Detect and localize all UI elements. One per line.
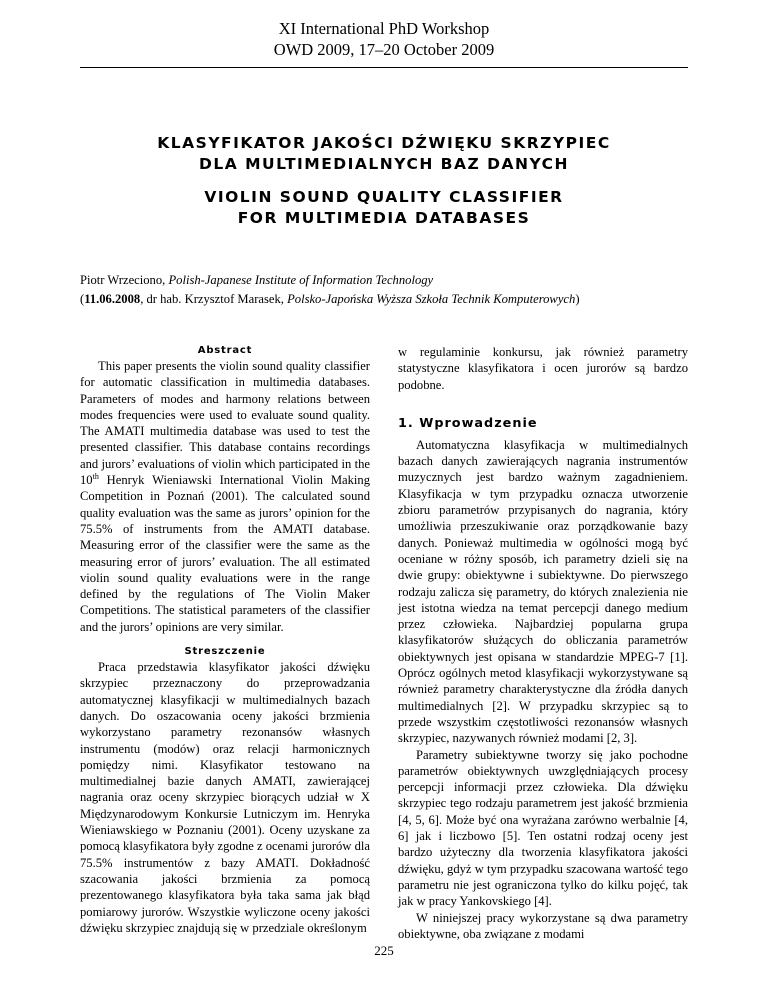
workshop-name: XI International PhD Workshop <box>278 19 490 38</box>
page-number: 225 <box>374 943 394 958</box>
streszczenie-text: Praca przedstawia klasyfikator jakości dźwięku skrzypiec przeznaczony do przeprowadzania automatycznej klasyfikacji w multimedialnych bazach danych. Do oszacowania oceny jakości brzmienia wykorzystano parametry rezonansów własnych instrumentu (modów) oraz relacji harmonicznych pomiędzy nimi. Klasyfikator testowano na multimedialnej bazie danych AMATI, zawierającej nagrania oraz oceny skrzypiec biorących udział w X Międzynarodowym Konkursie Lutniczym im. Henryka Wieniawskiego w Poznaniu (2001). Oceny uzyskane za pomocą klasyfikatora były zgodne z ocenami jurorów dla 75.5% instrumentów z bazy AMATI. Dokładność szacowania jakości brzmienia za pomocą prezentowanego klasyfikatora była taka sama jak błąd pomiarowy jurorów. Wszystkie wyliczone oceny jakości dźwięku skrzypiec znajdują się w przedziale określonym <box>80 660 370 935</box>
open-paren: ( <box>80 292 85 306</box>
submission-date: 11.06.2008 <box>84 292 141 306</box>
workshop-date: OWD 2009, 17–20 October 2009 <box>273 40 495 59</box>
abstract-text-part-1: This paper presents the violin sound quality classifier for automatic classification in multimedia databases. Parameters of modes and harmony relations between modes frequencies were used to evaluate sound quality. The AMATI multimedia database was used to test the presented classifier. This database contains recordings and jurors’ evaluations of violin which participated in the 10 <box>80 359 370 488</box>
introduction-paragraph-1: Automatyczna klasyfikacja w multimedialnych bazach danych zawierających nagrania instrumentów muzycznych jest bardzo ważnym zagadnieniem. Klasyfikacja w tym przypadku oznacza utworzenie zbioru parametrów przypisanych do nagrania, który umożliwia przeszukiwanie oraz porządkowanie bazy danych. Ponieważ multimedia w ogólności mogą być oceniane w różny sposób, ich parametry dzieli się na dwie grupy: obiektywne i subiektywne. Do pierwszego rodzaju zalicza się parametry, do których znalezienia nie jest istotna wiedza na temat percepcji danego medium przez człowieka. Najbardziej popularna grupa klasyfikatorów służących do obliczania parametrów obiektywnych jest opisana w standardzie MPEG-7 [1]. Oprócz ogólnych metod klasyfikacji wykorzystywane są również parametry charakterystyczne dla źródła danych multimedialnych [2]. W przypadku skrzypiec są to przede wszystkim częstotliwości rezonansów własnych skrzypiec, nazywanych również modami [2, 3]. <box>398 437 688 746</box>
supervisor-line <box>80 290 700 309</box>
author-block <box>80 271 700 309</box>
abstract-text <box>80 358 370 635</box>
introduction-paragraph-3: W niniejszej pracy wykorzystane są dwa parametry obiektywne, oba związane z modami <box>398 910 688 941</box>
title-polish-line-2: DLA MULTIMEDIALNYCH BAZ DANYCH <box>198 155 569 173</box>
header-divider <box>80 67 688 68</box>
author-name: Piotr Wrzeciono, <box>80 273 169 287</box>
section-heading-introduction: 1. Wprowadzenie <box>398 415 538 431</box>
left-column <box>80 344 370 936</box>
ordinal-suffix: th <box>92 471 99 481</box>
abstract-text-part-2: Henryk Wieniawski International Violin Making Competition in Poznań (2001). The calculated sound quality evaluation was the same as jurors’ opinion for the 75.5% of instruments from the AMATI database. Measuring error of the classifier were the same as the measuring error of jurors’ evaluation. The all estimated violin sound quality evaluations were in the range defined by the regulations of The Violin Maker Competitions. The statistical parameters of the classifier and the jurors’ opinions are very similar. <box>80 473 370 634</box>
author-affiliation: Polish-Japanese Institute of Information Technology <box>168 273 434 287</box>
streszczenie-heading: Streszczenie <box>184 646 266 658</box>
abstract-heading: Abstract <box>197 345 253 356</box>
spacer <box>80 635 370 645</box>
author-line <box>80 271 700 290</box>
title-english-line-2: FOR MULTIMEDIA DATABASES <box>237 209 531 227</box>
title-english-line-1: VIOLIN SOUND QUALITY CLASSIFIER <box>204 188 564 206</box>
supervisor-affiliation: Polsko-Japońska Wyższa Szkoła Technik Komputerowych <box>287 292 576 306</box>
title-english <box>80 187 688 229</box>
close-paren: ) <box>575 292 580 306</box>
streszczenie-continuation: w regulaminie konkursu, jak również parametry statystyczne klasyfikatora i ocen jurorów są bardzo podobne. <box>398 345 688 392</box>
running-header <box>80 18 688 60</box>
title-polish <box>80 133 688 175</box>
right-column <box>398 344 688 942</box>
introduction-paragraph-2: Parametry subiektywne tworzy się jako pochodne parametrów obiektywnych uwzględniających procesy percepcji informacji przez człowieka. Dla dźwięku skrzypiec tego rodzaju parametrem jest jakość brzmienia [4, 5, 6]. Może być ona wyrażana zarówno werbalnie [4, 6] jak i liczbowo [5]. Ten ostatni rodzaj oceny jest bardzo użyteczny dla tworzenia klasyfikatora jakości dźwięku, gdyż w tym przypadku szacowana wartość tego parametru nie jest ograniczona tylko do kilku pojęć, tak jak w pracy Yankovskiego [4]. <box>398 747 688 909</box>
title-polish-line-1: KLASYFIKATOR JAKOŚCI DŹWIĘKU SKRZYPIEC <box>157 134 611 152</box>
supervisor-name: , dr hab. Krzysztof Marasek, <box>140 292 288 306</box>
